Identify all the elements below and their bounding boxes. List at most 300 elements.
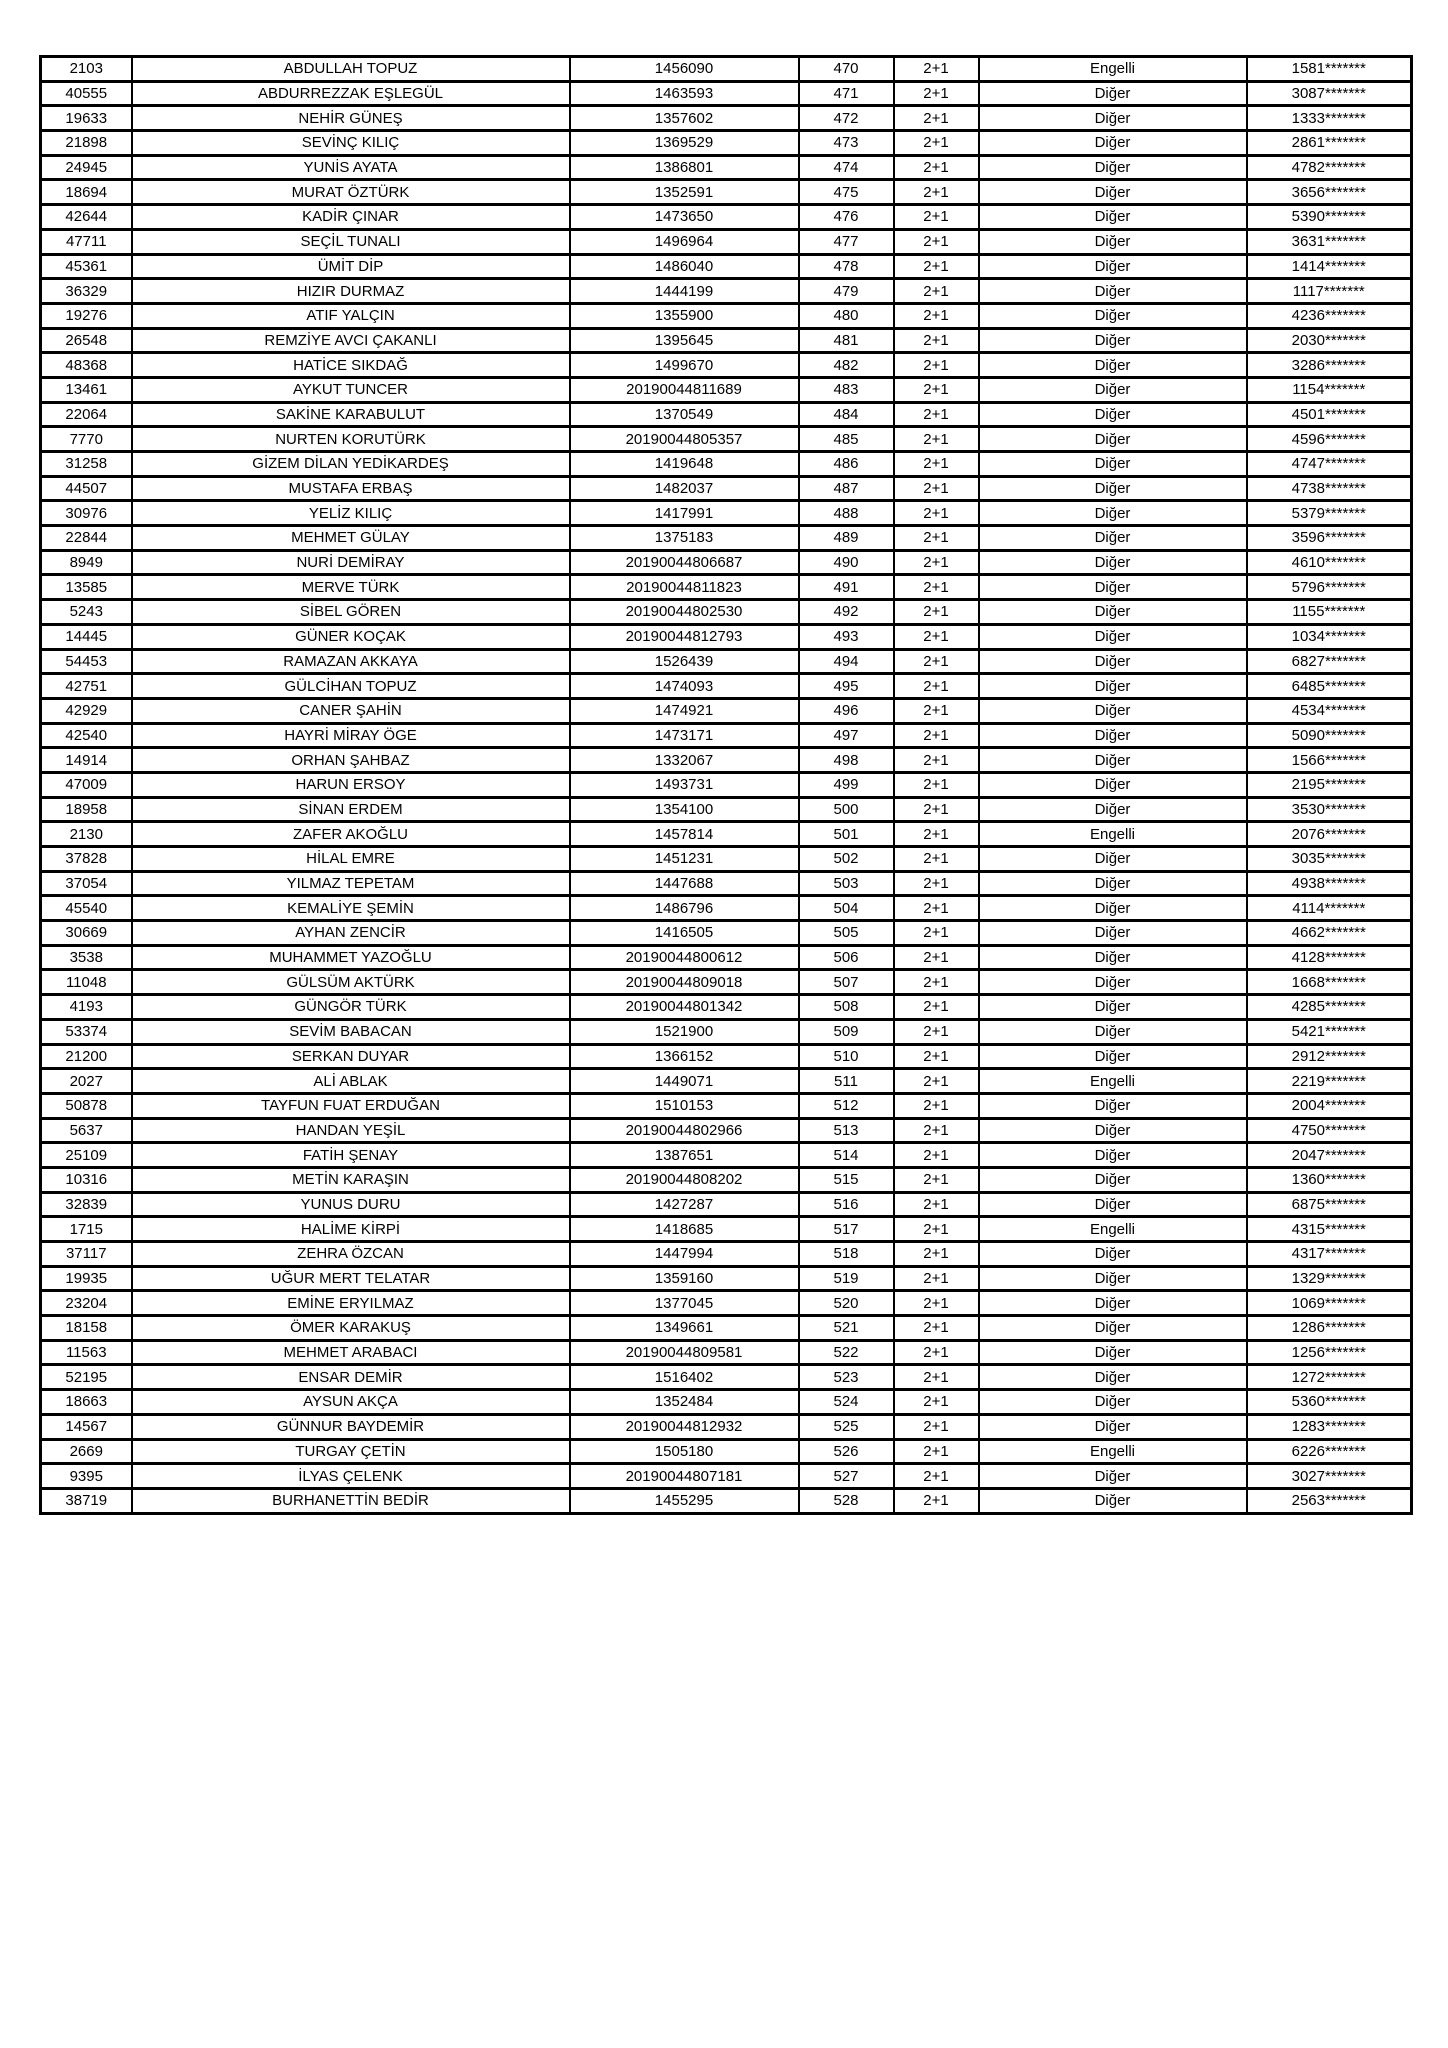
application-number: 1359160 bbox=[570, 1266, 799, 1291]
application-number: 1449071 bbox=[570, 1069, 799, 1094]
table-row bbox=[41, 797, 1412, 822]
masked-phone: 4317******* bbox=[1247, 1242, 1412, 1267]
applicant-id: 13461 bbox=[41, 377, 132, 402]
housing-type: 2+1 bbox=[894, 131, 979, 156]
housing-type: 2+1 bbox=[894, 254, 979, 279]
housing-type: 2+1 bbox=[894, 303, 979, 328]
masked-phone: 1333******* bbox=[1247, 106, 1412, 131]
table-row bbox=[41, 1488, 1412, 1513]
application-number: 1369529 bbox=[570, 131, 799, 156]
masked-phone: 1034******* bbox=[1247, 624, 1412, 649]
masked-phone: 1117******* bbox=[1247, 279, 1412, 304]
table-row bbox=[41, 1019, 1412, 1044]
applicant-id: 5243 bbox=[41, 600, 132, 625]
applicant-name: SİBEL GÖREN bbox=[132, 600, 570, 625]
masked-phone: 5421******* bbox=[1247, 1019, 1412, 1044]
table-row bbox=[41, 1044, 1412, 1069]
housing-type: 2+1 bbox=[894, 1242, 979, 1267]
housing-type: 2+1 bbox=[894, 921, 979, 946]
application-number: 1417991 bbox=[570, 501, 799, 526]
draw-sequence-number: 474 bbox=[799, 155, 894, 180]
category-status: Diğer bbox=[979, 402, 1247, 427]
draw-sequence-number: 490 bbox=[799, 550, 894, 575]
table-row bbox=[41, 772, 1412, 797]
applicant-id: 18958 bbox=[41, 797, 132, 822]
housing-type: 2+1 bbox=[894, 427, 979, 452]
draw-sequence-number: 514 bbox=[799, 1143, 894, 1168]
applicant-name: MEHMET ARABACI bbox=[132, 1340, 570, 1365]
application-number: 1521900 bbox=[570, 1019, 799, 1044]
draw-sequence-number: 498 bbox=[799, 748, 894, 773]
application-number: 1493731 bbox=[570, 772, 799, 797]
draw-sequence-number: 482 bbox=[799, 353, 894, 378]
application-number: 1505180 bbox=[570, 1439, 799, 1464]
draw-sequence-number: 496 bbox=[799, 698, 894, 723]
table-row bbox=[41, 328, 1412, 353]
category-status: Diğer bbox=[979, 1316, 1247, 1341]
table-row bbox=[41, 1093, 1412, 1118]
draw-sequence-number: 505 bbox=[799, 921, 894, 946]
category-status: Diğer bbox=[979, 624, 1247, 649]
draw-sequence-number: 487 bbox=[799, 476, 894, 501]
masked-phone: 2047******* bbox=[1247, 1143, 1412, 1168]
application-number: 1387651 bbox=[570, 1143, 799, 1168]
category-status: Engelli bbox=[979, 1069, 1247, 1094]
draw-sequence-number: 526 bbox=[799, 1439, 894, 1464]
applicant-name: MERVE TÜRK bbox=[132, 575, 570, 600]
table-row bbox=[41, 698, 1412, 723]
housing-type: 2+1 bbox=[894, 822, 979, 847]
applicant-name: MUSTAFA ERBAŞ bbox=[132, 476, 570, 501]
applicant-id: 10316 bbox=[41, 1167, 132, 1192]
masked-phone: 4938******* bbox=[1247, 871, 1412, 896]
category-status: Diğer bbox=[979, 1044, 1247, 1069]
applicant-id: 1715 bbox=[41, 1217, 132, 1242]
application-number: 1370549 bbox=[570, 402, 799, 427]
table-row bbox=[41, 600, 1412, 625]
table-row bbox=[41, 254, 1412, 279]
application-number: 1416505 bbox=[570, 921, 799, 946]
category-status: Diğer bbox=[979, 205, 1247, 230]
applicant-name: HIZIR DURMAZ bbox=[132, 279, 570, 304]
draw-sequence-number: 527 bbox=[799, 1464, 894, 1489]
housing-type: 2+1 bbox=[894, 772, 979, 797]
category-status: Diğer bbox=[979, 106, 1247, 131]
application-number: 20190044806687 bbox=[570, 550, 799, 575]
masked-phone: 2004******* bbox=[1247, 1093, 1412, 1118]
application-number: 20190044802530 bbox=[570, 600, 799, 625]
application-number: 20190044805357 bbox=[570, 427, 799, 452]
table-row bbox=[41, 550, 1412, 575]
applicant-name: SEVİNÇ KILIÇ bbox=[132, 131, 570, 156]
masked-phone: 3035******* bbox=[1247, 847, 1412, 872]
applicant-id: 50878 bbox=[41, 1093, 132, 1118]
draw-sequence-number: 506 bbox=[799, 945, 894, 970]
table-row bbox=[41, 155, 1412, 180]
housing-type: 2+1 bbox=[894, 1143, 979, 1168]
table-row bbox=[41, 279, 1412, 304]
masked-phone: 1668******* bbox=[1247, 970, 1412, 995]
table-row bbox=[41, 896, 1412, 921]
applicant-name: AYSUN AKÇA bbox=[132, 1390, 570, 1415]
category-status: Diğer bbox=[979, 81, 1247, 106]
category-status: Diğer bbox=[979, 328, 1247, 353]
draw-sequence-number: 519 bbox=[799, 1266, 894, 1291]
applicant-name: KADİR ÇINAR bbox=[132, 205, 570, 230]
masked-phone: 5360******* bbox=[1247, 1390, 1412, 1415]
housing-type: 2+1 bbox=[894, 377, 979, 402]
draw-sequence-number: 525 bbox=[799, 1414, 894, 1439]
application-number: 1526439 bbox=[570, 649, 799, 674]
housing-type: 2+1 bbox=[894, 526, 979, 551]
application-number: 20190044801342 bbox=[570, 995, 799, 1020]
category-status: Diğer bbox=[979, 649, 1247, 674]
table-row bbox=[41, 674, 1412, 699]
table-row bbox=[41, 575, 1412, 600]
application-number: 1444199 bbox=[570, 279, 799, 304]
application-number: 1463593 bbox=[570, 81, 799, 106]
category-status: Diğer bbox=[979, 1390, 1247, 1415]
housing-type: 2+1 bbox=[894, 847, 979, 872]
masked-phone: 1069******* bbox=[1247, 1291, 1412, 1316]
applicant-id: 2130 bbox=[41, 822, 132, 847]
masked-phone: 1566******* bbox=[1247, 748, 1412, 773]
category-status: Diğer bbox=[979, 1365, 1247, 1390]
masked-phone: 1154******* bbox=[1247, 377, 1412, 402]
applicant-name: ALİ ABLAK bbox=[132, 1069, 570, 1094]
applicant-name: İLYAS ÇELENK bbox=[132, 1464, 570, 1489]
applicant-name: TAYFUN FUAT ERDUĞAN bbox=[132, 1093, 570, 1118]
housing-type: 2+1 bbox=[894, 205, 979, 230]
masked-phone: 3286******* bbox=[1247, 353, 1412, 378]
applicant-name: ZAFER AKOĞLU bbox=[132, 822, 570, 847]
application-number: 1474921 bbox=[570, 698, 799, 723]
applicant-id: 32839 bbox=[41, 1192, 132, 1217]
masked-phone: 4285******* bbox=[1247, 995, 1412, 1020]
applicant-name: FATİH ŞENAY bbox=[132, 1143, 570, 1168]
table-row bbox=[41, 847, 1412, 872]
applicant-id: 30669 bbox=[41, 921, 132, 946]
application-number: 1516402 bbox=[570, 1365, 799, 1390]
table-row bbox=[41, 1266, 1412, 1291]
application-number: 20190044811823 bbox=[570, 575, 799, 600]
draw-sequence-number: 513 bbox=[799, 1118, 894, 1143]
draw-sequence-number: 503 bbox=[799, 871, 894, 896]
draw-sequence-number: 518 bbox=[799, 1242, 894, 1267]
draw-sequence-number: 475 bbox=[799, 180, 894, 205]
applicant-id: 44507 bbox=[41, 476, 132, 501]
housing-type: 2+1 bbox=[894, 1488, 979, 1513]
table-row bbox=[41, 1390, 1412, 1415]
table-row bbox=[41, 377, 1412, 402]
housing-type: 2+1 bbox=[894, 1414, 979, 1439]
draw-sequence-number: 516 bbox=[799, 1192, 894, 1217]
masked-phone: 4662******* bbox=[1247, 921, 1412, 946]
table-row bbox=[41, 1414, 1412, 1439]
draw-sequence-number: 511 bbox=[799, 1069, 894, 1094]
table-row bbox=[41, 57, 1412, 82]
draw-sequence-number: 521 bbox=[799, 1316, 894, 1341]
applicant-id: 38719 bbox=[41, 1488, 132, 1513]
table-row bbox=[41, 723, 1412, 748]
applicant-name: SİNAN ERDEM bbox=[132, 797, 570, 822]
applicant-id: 9395 bbox=[41, 1464, 132, 1489]
draw-sequence-number: 499 bbox=[799, 772, 894, 797]
applicant-name: HALİME KİRPİ bbox=[132, 1217, 570, 1242]
masked-phone: 1256******* bbox=[1247, 1340, 1412, 1365]
housing-type: 2+1 bbox=[894, 1291, 979, 1316]
application-number: 20190044812793 bbox=[570, 624, 799, 649]
masked-phone: 3596******* bbox=[1247, 526, 1412, 551]
draw-sequence-number: 522 bbox=[799, 1340, 894, 1365]
category-status: Diğer bbox=[979, 600, 1247, 625]
masked-phone: 5090******* bbox=[1247, 723, 1412, 748]
category-status: Diğer bbox=[979, 797, 1247, 822]
category-status: Engelli bbox=[979, 1439, 1247, 1464]
applicant-id: 18663 bbox=[41, 1390, 132, 1415]
housing-type: 2+1 bbox=[894, 896, 979, 921]
housing-type: 2+1 bbox=[894, 328, 979, 353]
category-status: Diğer bbox=[979, 723, 1247, 748]
table-row bbox=[41, 1242, 1412, 1267]
housing-type: 2+1 bbox=[894, 81, 979, 106]
table-row bbox=[41, 1192, 1412, 1217]
applicant-id: 23204 bbox=[41, 1291, 132, 1316]
draw-sequence-number: 491 bbox=[799, 575, 894, 600]
applicant-name: NURTEN KORUTÜRK bbox=[132, 427, 570, 452]
table-row bbox=[41, 1439, 1412, 1464]
housing-type: 2+1 bbox=[894, 674, 979, 699]
draw-sequence-number: 473 bbox=[799, 131, 894, 156]
applicant-name: SEÇİL TUNALI bbox=[132, 229, 570, 254]
table-row bbox=[41, 1143, 1412, 1168]
applicant-name: REMZİYE AVCI ÇAKANLI bbox=[132, 328, 570, 353]
draw-sequence-number: 486 bbox=[799, 452, 894, 477]
table-row bbox=[41, 1291, 1412, 1316]
masked-phone: 4114******* bbox=[1247, 896, 1412, 921]
applicant-id: 14445 bbox=[41, 624, 132, 649]
category-status: Diğer bbox=[979, 945, 1247, 970]
masked-phone: 3530******* bbox=[1247, 797, 1412, 822]
draw-sequence-number: 470 bbox=[799, 57, 894, 82]
category-status: Diğer bbox=[979, 896, 1247, 921]
housing-type: 2+1 bbox=[894, 1019, 979, 1044]
applicant-id: 2027 bbox=[41, 1069, 132, 1094]
category-status: Diğer bbox=[979, 229, 1247, 254]
masked-phone: 6827******* bbox=[1247, 649, 1412, 674]
draw-sequence-number: 502 bbox=[799, 847, 894, 872]
category-status: Engelli bbox=[979, 822, 1247, 847]
masked-phone: 1581******* bbox=[1247, 57, 1412, 82]
draw-sequence-number: 480 bbox=[799, 303, 894, 328]
category-status: Diğer bbox=[979, 526, 1247, 551]
housing-type: 2+1 bbox=[894, 748, 979, 773]
applicant-id: 2669 bbox=[41, 1439, 132, 1464]
applicant-name: MURAT ÖZTÜRK bbox=[132, 180, 570, 205]
draw-sequence-number: 476 bbox=[799, 205, 894, 230]
application-number: 20190044800612 bbox=[570, 945, 799, 970]
masked-phone: 4747******* bbox=[1247, 452, 1412, 477]
applicant-id: 8949 bbox=[41, 550, 132, 575]
applicant-id: 42540 bbox=[41, 723, 132, 748]
masked-phone: 3631******* bbox=[1247, 229, 1412, 254]
housing-type: 2+1 bbox=[894, 476, 979, 501]
application-number: 1486040 bbox=[570, 254, 799, 279]
category-status: Diğer bbox=[979, 1291, 1247, 1316]
housing-type: 2+1 bbox=[894, 1044, 979, 1069]
masked-phone: 1286******* bbox=[1247, 1316, 1412, 1341]
category-status: Diğer bbox=[979, 279, 1247, 304]
applicant-id: 21898 bbox=[41, 131, 132, 156]
table-row bbox=[41, 921, 1412, 946]
housing-type: 2+1 bbox=[894, 945, 979, 970]
category-status: Diğer bbox=[979, 847, 1247, 872]
application-number: 20190044812932 bbox=[570, 1414, 799, 1439]
applicant-table bbox=[39, 55, 1413, 1515]
applicant-id: 7770 bbox=[41, 427, 132, 452]
draw-sequence-number: 472 bbox=[799, 106, 894, 131]
applicant-id: 42644 bbox=[41, 205, 132, 230]
category-status: Diğer bbox=[979, 1340, 1247, 1365]
housing-type: 2+1 bbox=[894, 279, 979, 304]
table-row bbox=[41, 402, 1412, 427]
applicant-name: HİLAL EMRE bbox=[132, 847, 570, 872]
masked-phone: 2195******* bbox=[1247, 772, 1412, 797]
applicant-name: ENSAR DEMİR bbox=[132, 1365, 570, 1390]
applicant-id: 3538 bbox=[41, 945, 132, 970]
category-status: Diğer bbox=[979, 1266, 1247, 1291]
draw-sequence-number: 485 bbox=[799, 427, 894, 452]
category-status: Diğer bbox=[979, 476, 1247, 501]
category-status: Diğer bbox=[979, 995, 1247, 1020]
category-status: Diğer bbox=[979, 1093, 1247, 1118]
application-number: 1355900 bbox=[570, 303, 799, 328]
masked-phone: 4534******* bbox=[1247, 698, 1412, 723]
draw-sequence-number: 512 bbox=[799, 1093, 894, 1118]
draw-sequence-number: 489 bbox=[799, 526, 894, 551]
category-status: Diğer bbox=[979, 550, 1247, 575]
housing-type: 2+1 bbox=[894, 970, 979, 995]
applicant-name: NEHİR GÜNEŞ bbox=[132, 106, 570, 131]
housing-type: 2+1 bbox=[894, 1118, 979, 1143]
applicant-id: 22064 bbox=[41, 402, 132, 427]
category-status: Diğer bbox=[979, 377, 1247, 402]
table-row bbox=[41, 822, 1412, 847]
applicant-name: GİZEM DİLAN YEDİKARDEŞ bbox=[132, 452, 570, 477]
applicant-name: UĞUR MERT TELATAR bbox=[132, 1266, 570, 1291]
table-row bbox=[41, 1340, 1412, 1365]
applicant-id: 53374 bbox=[41, 1019, 132, 1044]
table-row bbox=[41, 106, 1412, 131]
draw-sequence-number: 481 bbox=[799, 328, 894, 353]
housing-type: 2+1 bbox=[894, 600, 979, 625]
category-status: Diğer bbox=[979, 748, 1247, 773]
masked-phone: 1272******* bbox=[1247, 1365, 1412, 1390]
table-row bbox=[41, 1365, 1412, 1390]
masked-phone: 4610******* bbox=[1247, 550, 1412, 575]
applicant-id: 47009 bbox=[41, 772, 132, 797]
applicant-id: 45361 bbox=[41, 254, 132, 279]
category-status: Diğer bbox=[979, 131, 1247, 156]
housing-type: 2+1 bbox=[894, 797, 979, 822]
applicant-id: 21200 bbox=[41, 1044, 132, 1069]
housing-type: 2+1 bbox=[894, 1365, 979, 1390]
draw-sequence-number: 515 bbox=[799, 1167, 894, 1192]
masked-phone: 4596******* bbox=[1247, 427, 1412, 452]
applicant-id: 31258 bbox=[41, 452, 132, 477]
housing-type: 2+1 bbox=[894, 1390, 979, 1415]
housing-type: 2+1 bbox=[894, 1167, 979, 1192]
housing-type: 2+1 bbox=[894, 501, 979, 526]
applicant-id: 25109 bbox=[41, 1143, 132, 1168]
draw-sequence-number: 510 bbox=[799, 1044, 894, 1069]
applicant-id: 2103 bbox=[41, 57, 132, 82]
application-number: 1357602 bbox=[570, 106, 799, 131]
masked-phone: 6875******* bbox=[1247, 1192, 1412, 1217]
housing-type: 2+1 bbox=[894, 229, 979, 254]
application-number: 1457814 bbox=[570, 822, 799, 847]
table-row bbox=[41, 871, 1412, 896]
draw-sequence-number: 508 bbox=[799, 995, 894, 1020]
masked-phone: 2861******* bbox=[1247, 131, 1412, 156]
applicant-name: METİN KARAŞIN bbox=[132, 1167, 570, 1192]
housing-type: 2+1 bbox=[894, 1464, 979, 1489]
draw-sequence-number: 504 bbox=[799, 896, 894, 921]
masked-phone: 3087******* bbox=[1247, 81, 1412, 106]
table-row bbox=[41, 180, 1412, 205]
draw-sequence-number: 509 bbox=[799, 1019, 894, 1044]
masked-phone: 4501******* bbox=[1247, 402, 1412, 427]
draw-sequence-number: 507 bbox=[799, 970, 894, 995]
category-status: Diğer bbox=[979, 698, 1247, 723]
application-number: 1418685 bbox=[570, 1217, 799, 1242]
application-number: 20190044809018 bbox=[570, 970, 799, 995]
applicant-name: SEVİM BABACAN bbox=[132, 1019, 570, 1044]
masked-phone: 2912******* bbox=[1247, 1044, 1412, 1069]
application-number: 1496964 bbox=[570, 229, 799, 254]
application-number: 1332067 bbox=[570, 748, 799, 773]
applicant-id: 13585 bbox=[41, 575, 132, 600]
draw-sequence-number: 479 bbox=[799, 279, 894, 304]
masked-phone: 4750******* bbox=[1247, 1118, 1412, 1143]
applicant-id: 37117 bbox=[41, 1242, 132, 1267]
housing-type: 2+1 bbox=[894, 57, 979, 82]
category-status: Diğer bbox=[979, 1019, 1247, 1044]
application-number: 1473171 bbox=[570, 723, 799, 748]
table-row bbox=[41, 427, 1412, 452]
applicant-name: GÜLCİHAN TOPUZ bbox=[132, 674, 570, 699]
application-number: 20190044809581 bbox=[570, 1340, 799, 1365]
table-row bbox=[41, 229, 1412, 254]
masked-phone: 5379******* bbox=[1247, 501, 1412, 526]
applicant-name: MUHAMMET YAZOĞLU bbox=[132, 945, 570, 970]
category-status: Diğer bbox=[979, 772, 1247, 797]
application-number: 1395645 bbox=[570, 328, 799, 353]
applicant-name: SAKİNE KARABULUT bbox=[132, 402, 570, 427]
housing-type: 2+1 bbox=[894, 575, 979, 600]
masked-phone: 2076******* bbox=[1247, 822, 1412, 847]
category-status: Diğer bbox=[979, 1414, 1247, 1439]
applicant-table-body bbox=[41, 57, 1412, 1514]
housing-type: 2+1 bbox=[894, 106, 979, 131]
draw-sequence-number: 517 bbox=[799, 1217, 894, 1242]
application-number: 1386801 bbox=[570, 155, 799, 180]
housing-type: 2+1 bbox=[894, 1439, 979, 1464]
masked-phone: 1360******* bbox=[1247, 1167, 1412, 1192]
application-number: 20190044808202 bbox=[570, 1167, 799, 1192]
table-row bbox=[41, 501, 1412, 526]
housing-type: 2+1 bbox=[894, 353, 979, 378]
